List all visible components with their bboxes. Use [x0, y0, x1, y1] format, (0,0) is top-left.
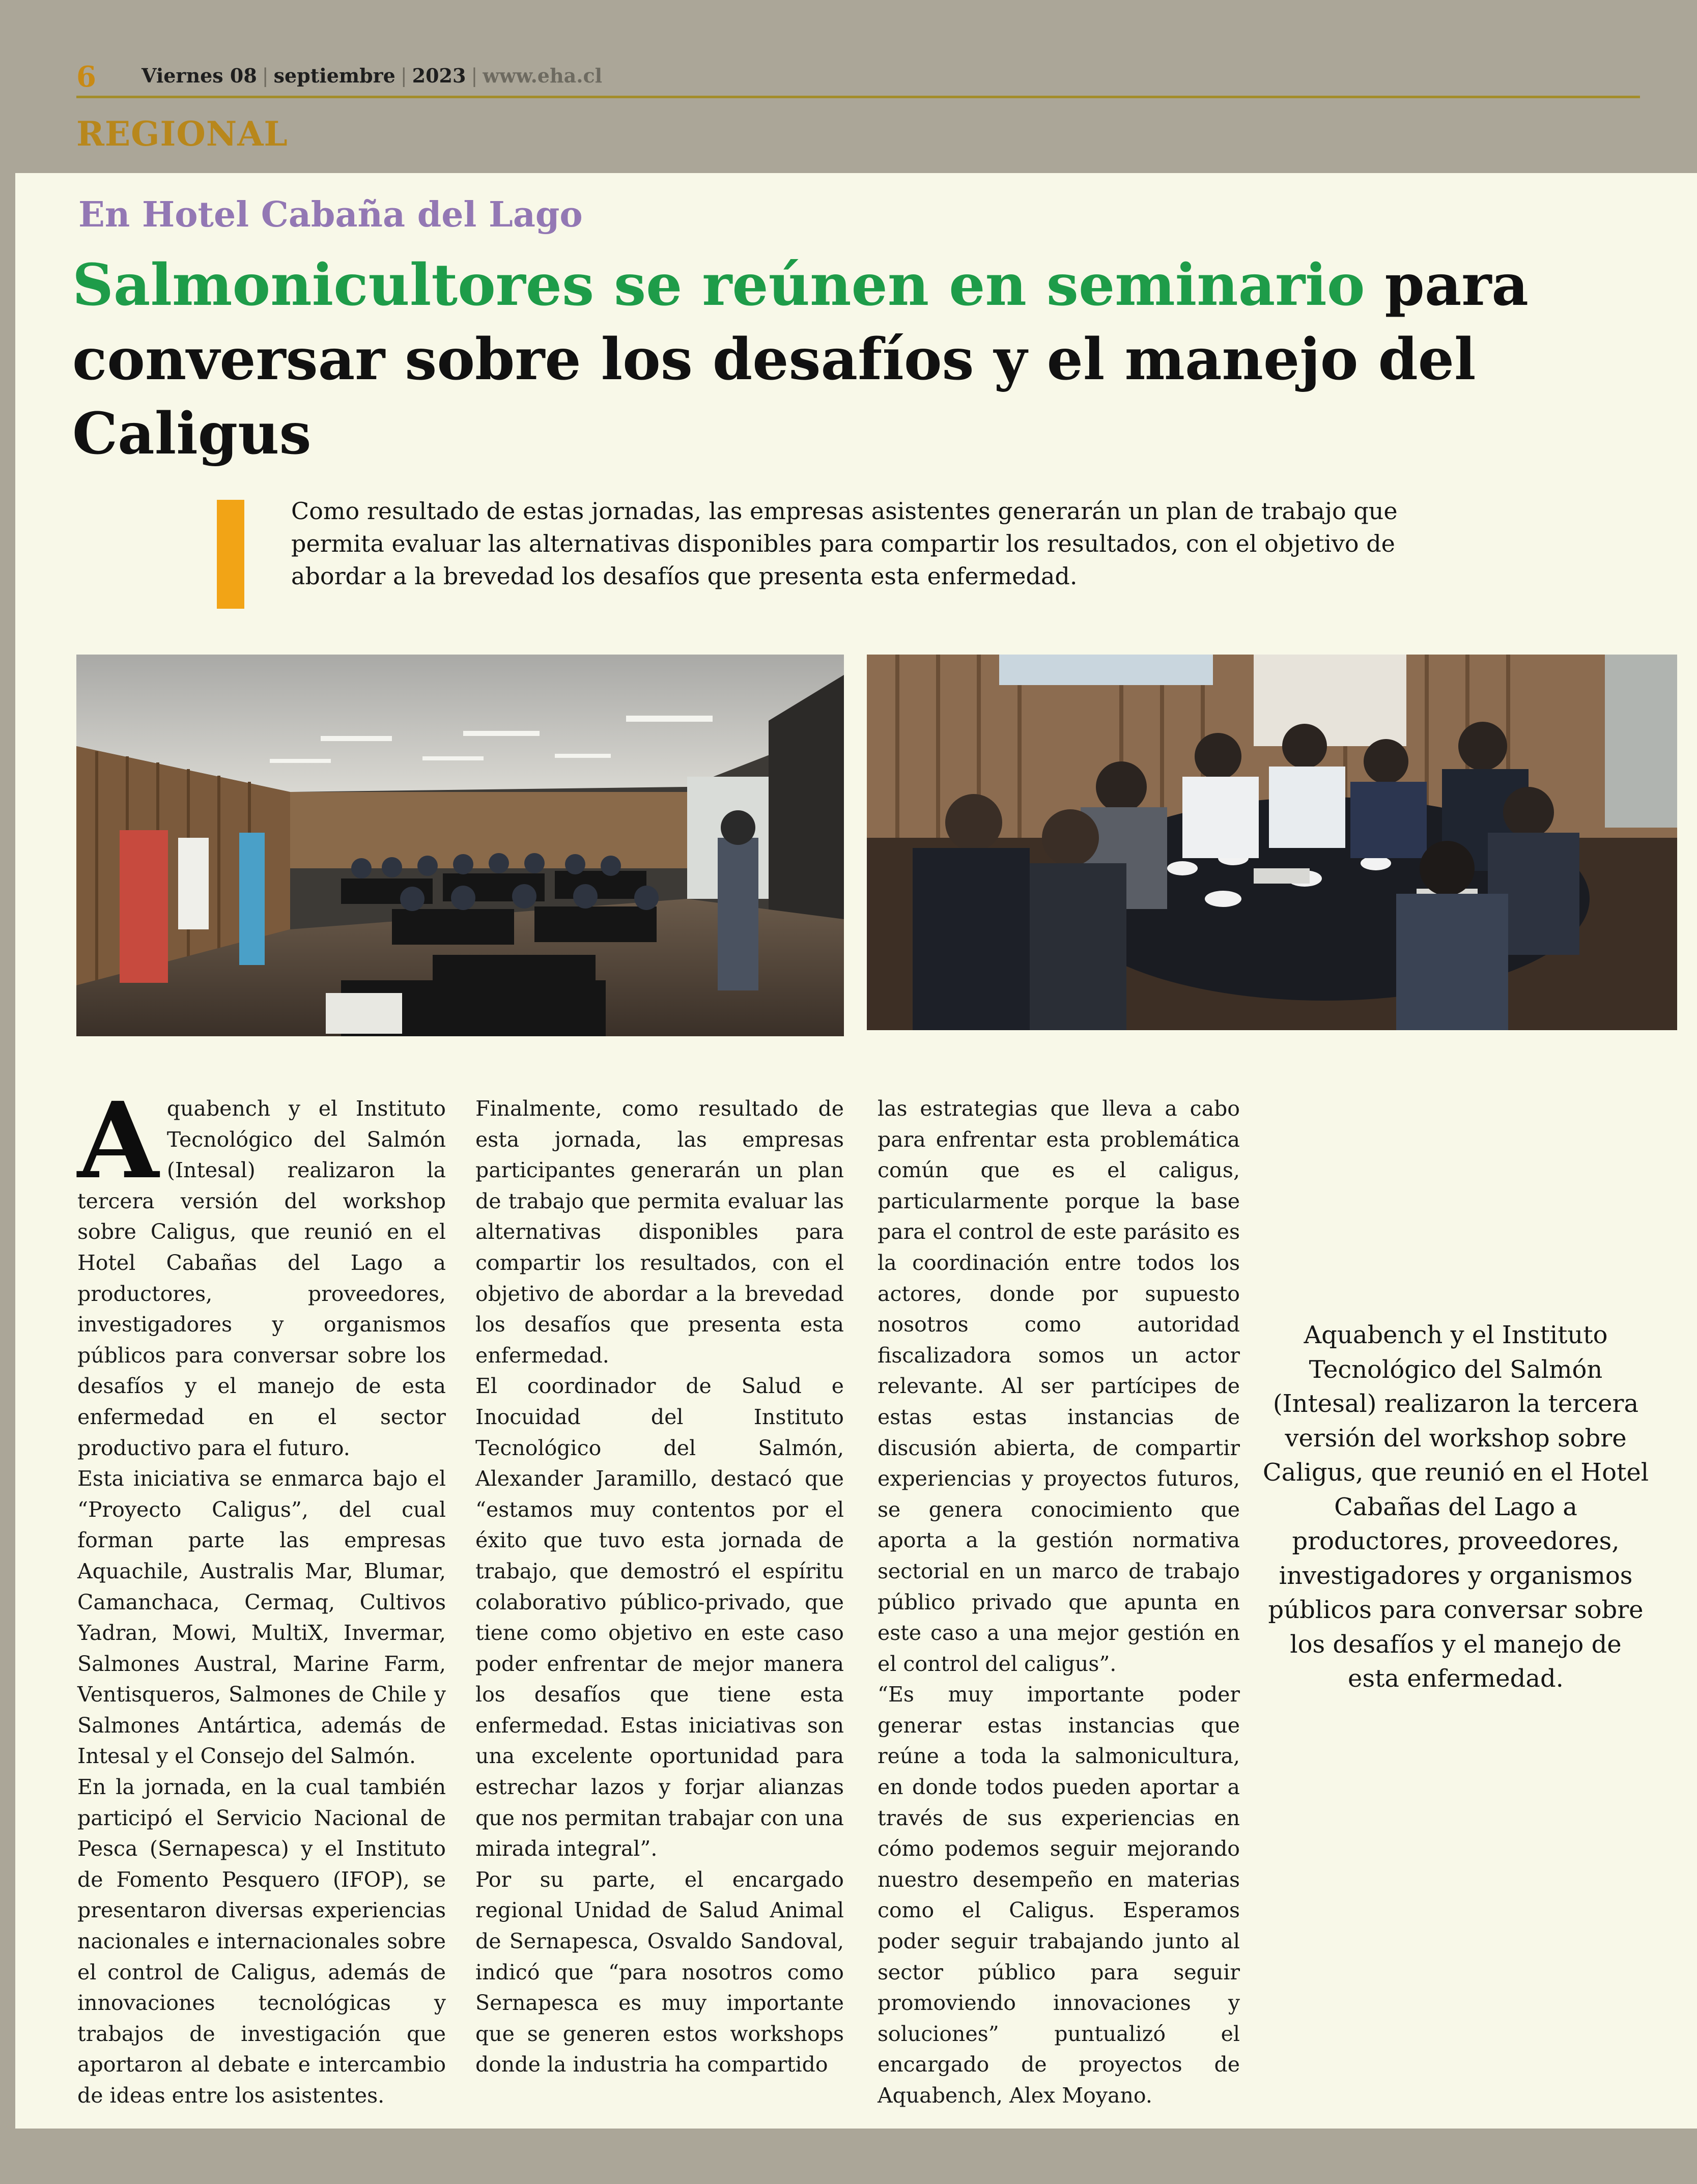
- article-lead: Como resultado de estas jornadas, las empresas asistentes generarán un plan de trabajo que permita evaluar las alternativas disponibles para compartir los resultados, con el objetivo de abordar a la brevedad los desafíos que presenta esta enfermedad.: [291, 497, 1398, 590]
- paragraph: Finalmente, como resultado de esta jornada, las empresas participantes generarán un plan de trabajo que permita evaluar las alternativas disponibles para compartir los resultados, con el objetivo de abordar a la brevedad los desafíos que presenta esta enfermedad.: [475, 1096, 844, 1368]
- separator: |: [262, 65, 269, 87]
- paragraph: Esta iniciativa se enmarca bajo el “Proyecto Caligus”, del cual forman parte las empresas Aquachile, Australis Mar, Blumar, Camanchaca, Cermaq, Cultivos Yadran, Mowi, MultiX, Invermar, Salmones Austral, Marine Farm, Ventisqueros, Salmones de Chile y Salmones Antártica, además de Intesal y el Consejo del Salmón.: [77, 1466, 446, 1769]
- seminar-room-photo: [76, 655, 844, 1036]
- headline-highlight: Salmonicultores se reúnen en seminario: [72, 252, 1365, 319]
- article-column-2: [475, 1093, 844, 2080]
- issue-month: septiembre: [273, 64, 395, 87]
- article-headline: [72, 248, 1630, 471]
- round-table-photo: [867, 655, 1677, 1030]
- paragraph: [77, 1079, 446, 1463]
- paragraph-text: quabench y el Instituto Tecnológico del Salmón (Intesal) realizaron la tercera versión del workshop sobre Caligus, que reunió en el Hotel Cabañas del Lago a productores, proveedores, investigadores y organismos públicos para conversar sobre los desafíos y el manejo de esta enfermedad en el sector productivo para el futuro.: [77, 1096, 446, 1460]
- headline-rest: para conversar sobre los desafíos y el manejo del Caligus: [72, 252, 1529, 467]
- round-table-image: [867, 655, 1677, 1030]
- separator: |: [471, 65, 478, 87]
- paragraph: El coordinador de Salud e Inocuidad del Instituto Tecnológico del Salmón, Alexander Jaramillo, destacó que “estamos muy contentos por el éxito que tuvo esta jornada de trabajo, que demostró el espíritu colaborativo público-privado, que tiene como objetivo en este caso poder enfrentar de mejor manera los desafíos que tiene esta enfermedad. Estas iniciativas son una excelente oportunidad para estrechar lazos y forjar alianzas que nos permitan trabajar con una mirada integral”.: [475, 1374, 844, 1861]
- paragraph: “Es muy importante poder generar estas instancias que reúne a toda la salmonicultura, en donde todos pueden aportar a través de sus experiencias en cómo podemos seguir mejorando nuestro desempeño en materias como el Caligus. Esperamos poder seguir trabajando junto al sector público para seguir promoviendo innovaciones y soluciones” puntualizó el encargado de proyectos de Aquabench, Alex Moyano.: [878, 1682, 1240, 2108]
- drop-cap: A: [77, 1079, 159, 1202]
- article-column-3: [878, 1093, 1240, 2111]
- header-divider: [76, 96, 1640, 98]
- paragraph: las estrategias que lleva a cabo para enfrentar esta problemática común que es el caligus, particularmente porque la base para el control de este parásito es la coordinación entre todos los actores, donde por supuesto nosotros como autoridad fiscalizadora somos un actor relevante. Al ser partícipes de estas estas instancias de discusión abierta, de compartir experiencias y proyectos futuros, se genera conocimiento que aporta a la gestión normativa sectorial en un marco de trabajo público privado que apunta en este caso a una mejor gestión en el control del caligus”.: [878, 1096, 1240, 1676]
- article-column-1: [77, 1079, 446, 2111]
- website-link[interactable]: www.eha.cl: [483, 64, 603, 87]
- separator: |: [400, 65, 407, 87]
- dateline: [142, 64, 602, 87]
- paragraph: Por su parte, el encargado regional Unidad de Salud Animal de Sernapesca, Osvaldo Sandoval, indicó que “para nosotros como Sernapesca es muy importante que se generen estos workshops donde la industria ha compartido: [475, 1867, 844, 2077]
- issue-day: Viernes 08: [142, 64, 257, 87]
- page-number: 6: [76, 60, 96, 94]
- issue-year: 2023: [412, 64, 466, 87]
- lead-accent-bar: [217, 500, 244, 609]
- section-label: REGIONAL: [76, 114, 288, 154]
- pull-quote: Aquabench y el Instituto Tecnológico del Salmón (Intesal) realizaron la tercera versión del workshop sobre Caligus, que reunió en el Hotel Cabañas del Lago a productores, proveedores, investigadores y organismos públicos para conversar sobre los desafíos y el manejo de esta enfermedad.: [1262, 1321, 1649, 1693]
- seminar-room-image: [76, 655, 844, 1036]
- article-kicker: En Hotel Cabaña del Lago: [78, 194, 583, 235]
- paragraph: En la jornada, en la cual también participó el Servicio Nacional de Pesca (Sernapesca) y el Instituto de Fomento Pesquero (IFOP), se presentaron diversas experiencias nacionales e internacionales sobre el control de Caligus, además de innovaciones tecnológicas y trabajos de investigación que aportaron al debate e intercambio de ideas entre los asistentes.: [77, 1775, 446, 2108]
